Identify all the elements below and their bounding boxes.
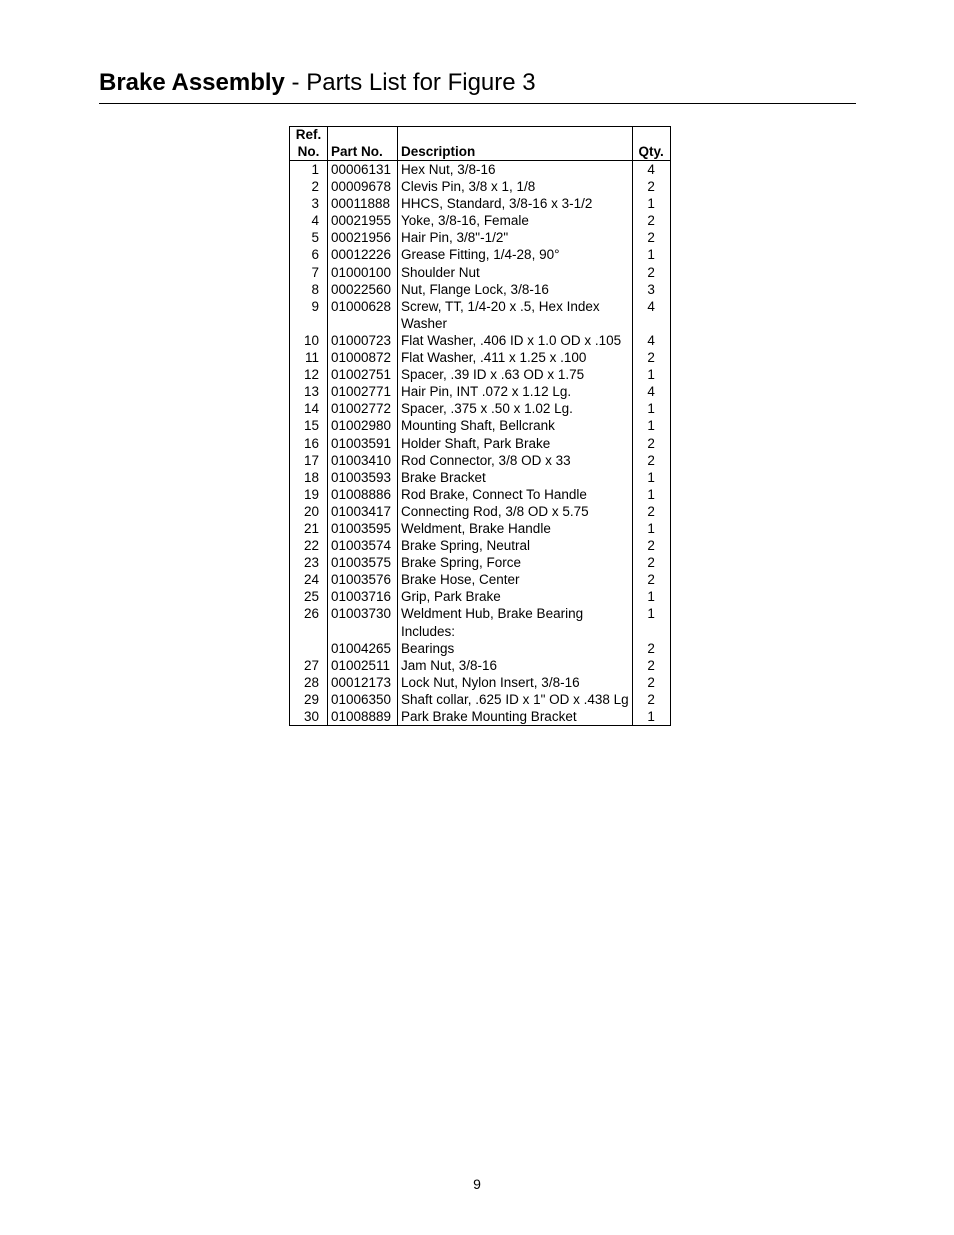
- cell-description-text: Hex Nut, 3/8-16: [401, 162, 496, 177]
- cell-description: [398, 605, 633, 639]
- cell-ref-no: [290, 503, 328, 520]
- table-row: [290, 229, 671, 246]
- cell-ref-no-text: 14: [303, 401, 319, 417]
- cell-description-text: Shaft collar, .625 ID x 1" OD x .438 Lg: [401, 691, 629, 707]
- page-header: [99, 66, 856, 104]
- cell-qty: [632, 674, 670, 691]
- cell-part-no-text: 00009678: [331, 179, 392, 195]
- cell-qty-text: 4: [647, 298, 655, 314]
- cell-part-no: [328, 503, 398, 520]
- cell-part-no-text: 01003591: [331, 435, 392, 451]
- cell-ref-no: [290, 178, 328, 195]
- column-header-ref-no: [290, 127, 328, 161]
- cell-part-no-text: 00022560: [331, 281, 392, 297]
- cell-part-no-text: 01003716: [331, 589, 392, 605]
- cell-description: [398, 366, 633, 383]
- cell-qty: [632, 212, 670, 229]
- cell-qty-text: 4: [647, 162, 655, 177]
- table-row: [290, 691, 671, 708]
- cell-part-no-text: 01000628: [331, 298, 392, 314]
- table-row: [290, 264, 671, 281]
- cell-ref-no-text: 2: [311, 179, 319, 195]
- cell-ref-no-text: 28: [303, 674, 319, 690]
- cell-ref-no: [290, 691, 328, 708]
- cell-qty: [632, 417, 670, 434]
- cell-ref-no-text: 15: [303, 418, 319, 434]
- cell-ref-no: [290, 537, 328, 554]
- cell-description: [398, 486, 633, 503]
- cell-qty: [632, 520, 670, 537]
- cell-description-text: Brake Bracket: [401, 469, 486, 485]
- table-row: [290, 674, 671, 691]
- cell-qty: [632, 571, 670, 588]
- cell-part-no: [328, 417, 398, 434]
- cell-ref-no-text: 1: [311, 162, 319, 177]
- cell-qty-text: 1: [647, 196, 655, 212]
- cell-description: [398, 264, 633, 281]
- cell-qty: [632, 657, 670, 674]
- table-row: [290, 349, 671, 366]
- cell-ref-no: [290, 161, 328, 179]
- cell-part-no-text: 01000723: [331, 332, 392, 348]
- cell-description-text: Brake Hose, Center: [401, 572, 520, 588]
- table-row: [290, 537, 671, 554]
- cell-part-no: [328, 520, 398, 537]
- cell-ref-no: [290, 383, 328, 400]
- cell-qty: [632, 366, 670, 383]
- cell-ref-no: [290, 195, 328, 212]
- cell-part-no: [328, 605, 398, 639]
- cell-description-text: Grip, Park Brake: [401, 589, 501, 605]
- cell-qty: [632, 588, 670, 605]
- cell-part-no: [328, 332, 398, 349]
- cell-ref-no: [290, 571, 328, 588]
- cell-ref-no: [290, 264, 328, 281]
- cell-ref-no-text: 11: [304, 350, 319, 366]
- cell-description: [398, 417, 633, 434]
- cell-part-no: [328, 178, 398, 195]
- cell-description: [398, 588, 633, 605]
- cell-qty-text: 2: [647, 538, 655, 554]
- cell-description: [398, 349, 633, 366]
- cell-description-text: Bearings: [401, 640, 455, 656]
- cell-qty: [632, 161, 670, 179]
- cell-qty: [632, 383, 670, 400]
- cell-description-text: Holder Shaft, Park Brake: [401, 435, 551, 451]
- cell-part-no: [328, 349, 398, 366]
- cell-ref-no-text: 12: [303, 367, 319, 383]
- cell-qty-text: 2: [647, 179, 655, 195]
- cell-part-no-text: 01006350: [331, 691, 392, 707]
- cell-qty: [632, 178, 670, 195]
- cell-part-no-text: 01002772: [331, 401, 392, 417]
- cell-description: [398, 520, 633, 537]
- column-header-part-no: Part No.: [328, 127, 398, 161]
- cell-part-no-text: 01000100: [331, 264, 392, 280]
- cell-ref-no-text: 29: [303, 691, 319, 707]
- cell-part-no: [328, 469, 398, 486]
- cell-part-no: [328, 229, 398, 246]
- cell-qty-text: 1: [647, 401, 655, 417]
- table-row: [290, 383, 671, 400]
- cell-ref-no-text: 24: [303, 572, 319, 588]
- cell-ref-no-text: 18: [303, 469, 319, 485]
- cell-description: [398, 195, 633, 212]
- cell-description-text: Flat Washer, .411 x 1.25 x .100: [401, 350, 587, 366]
- table-row: [290, 503, 671, 520]
- cell-part-no-text: 01008886: [331, 486, 392, 502]
- cell-part-no-text: 00012173: [331, 674, 392, 690]
- cell-qty: [632, 264, 670, 281]
- cell-ref-no: [290, 674, 328, 691]
- cell-ref-no: [290, 349, 328, 366]
- cell-part-no: [328, 400, 398, 417]
- cell-ref-no-text: 20: [303, 503, 319, 519]
- cell-part-no-text: 01002980: [331, 418, 392, 434]
- cell-ref-no-text: 26: [303, 606, 319, 622]
- cell-qty-text: 1: [647, 520, 655, 536]
- cell-qty-text: 2: [647, 213, 655, 229]
- parts-table-body: [290, 161, 671, 726]
- cell-ref-no: [290, 605, 328, 639]
- cell-ref-no-text: 25: [303, 589, 319, 605]
- cell-qty-text: 2: [647, 674, 655, 690]
- cell-ref-no: [290, 554, 328, 571]
- cell-description-text: Screw, TT, 1/4-20 x .5, Hex Index: [401, 298, 600, 314]
- cell-qty: [632, 281, 670, 298]
- column-header-ref-line1: Ref.: [295, 127, 322, 142]
- cell-part-no-text: 01003595: [331, 520, 392, 536]
- table-row: [290, 366, 671, 383]
- cell-description-text: Grease Fitting, 1/4-28, 90°: [401, 247, 560, 263]
- cell-qty: [632, 229, 670, 246]
- cell-qty: [632, 349, 670, 366]
- cell-ref-no: [290, 708, 328, 726]
- cell-description-text: Brake Spring, Neutral: [401, 538, 531, 554]
- cell-qty-text: 2: [647, 503, 655, 519]
- table-row: [290, 212, 671, 229]
- table-row: [290, 605, 671, 639]
- cell-part-no: [328, 691, 398, 708]
- cell-ref-no-text: 19: [303, 486, 319, 502]
- cell-ref-no: [290, 588, 328, 605]
- cell-part-no: [328, 195, 398, 212]
- cell-qty-text: 1: [647, 418, 655, 434]
- cell-part-no: [328, 383, 398, 400]
- cell-ref-no-text: 7: [311, 264, 319, 280]
- cell-qty-text: 2: [647, 350, 655, 366]
- cell-description-text: Hair Pin, 3/8"-1/2": [401, 230, 509, 246]
- cell-description-text: Weldment Hub, Brake Bearing: [401, 606, 584, 622]
- cell-ref-no: [290, 435, 328, 452]
- cell-part-no-text: 00011888: [331, 196, 391, 212]
- cell-description-text: Hair Pin, INT .072 x 1.12 Lg.: [401, 384, 572, 400]
- cell-description: [398, 332, 633, 349]
- cell-description-text: Rod Brake, Connect To Handle: [401, 486, 587, 502]
- table-row: [290, 571, 671, 588]
- cell-ref-no-text: 3: [311, 196, 319, 212]
- cell-ref-no: [290, 486, 328, 503]
- table-row: [290, 486, 671, 503]
- cell-part-no: [328, 366, 398, 383]
- cell-part-no-text: 00021956: [331, 230, 392, 246]
- cell-part-no-text: 01003410: [331, 452, 392, 468]
- cell-description: [398, 469, 633, 486]
- cell-qty: [632, 195, 670, 212]
- cell-description-text: Spacer, .375 x .50 x 1.02 Lg.: [401, 401, 573, 417]
- cell-qty: [632, 554, 670, 571]
- cell-ref-no-text: 16: [303, 435, 319, 451]
- cell-description: [398, 212, 633, 229]
- cell-qty-text: 2: [647, 435, 655, 451]
- cell-description-text: Jam Nut, 3/8-16: [401, 657, 498, 673]
- cell-description: [398, 554, 633, 571]
- cell-qty-text: 2: [647, 640, 655, 656]
- cell-description: [398, 537, 633, 554]
- cell-part-no-text: 00021955: [331, 213, 392, 229]
- cell-description: [398, 435, 633, 452]
- table-row: [290, 417, 671, 434]
- cell-part-no-text: 01004265: [331, 640, 392, 656]
- cell-qty-text: 2: [647, 657, 655, 673]
- cell-ref-no: [290, 281, 328, 298]
- cell-ref-no: [290, 452, 328, 469]
- cell-part-no: [328, 281, 398, 298]
- cell-description: [398, 298, 633, 332]
- cell-description-text: Nut, Flange Lock, 3/8-16: [401, 281, 549, 297]
- cell-description: [398, 691, 633, 708]
- cell-description-continuation: Includes:: [401, 623, 456, 639]
- cell-part-no: [328, 640, 398, 657]
- cell-description: [398, 281, 633, 298]
- cell-description: [398, 674, 633, 691]
- cell-ref-no-text: 8: [311, 281, 319, 297]
- cell-qty: [632, 640, 670, 657]
- cell-description: [398, 383, 633, 400]
- cell-qty-text: 1: [647, 606, 655, 622]
- table-row: [290, 640, 671, 657]
- cell-part-no-text: 01002751: [331, 367, 392, 383]
- cell-ref-no-text: 9: [311, 298, 319, 314]
- cell-part-no: [328, 571, 398, 588]
- cell-qty-text: 2: [647, 555, 655, 571]
- table-row: [290, 195, 671, 212]
- cell-qty: [632, 503, 670, 520]
- cell-description-text: HHCS, Standard, 3/8-16 x 3-1/2: [401, 196, 593, 212]
- cell-part-no: [328, 674, 398, 691]
- cell-qty-text: 2: [647, 264, 655, 280]
- cell-description-text: Mounting Shaft, Bellcrank: [401, 418, 555, 434]
- cell-ref-no: [290, 298, 328, 332]
- cell-ref-no: [290, 400, 328, 417]
- cell-description: [398, 178, 633, 195]
- cell-part-no-text: 01003576: [331, 572, 392, 588]
- cell-description-text: Yoke, 3/8-16, Female: [401, 213, 529, 229]
- column-header-qty: Qty.: [632, 127, 670, 161]
- cell-qty-text: 4: [647, 332, 655, 348]
- table-row: [290, 246, 671, 263]
- cell-part-no: [328, 298, 398, 332]
- column-header-description: Description: [398, 127, 633, 161]
- cell-part-no: [328, 554, 398, 571]
- cell-description-text: Connecting Rod, 3/8 OD x 5.75: [401, 503, 589, 519]
- cell-description-text: Brake Spring, Force: [401, 555, 522, 571]
- cell-part-no-text: 01008889: [331, 709, 392, 724]
- cell-qty-text: 1: [647, 247, 655, 263]
- cell-qty-text: 1: [647, 709, 655, 724]
- cell-part-no: [328, 486, 398, 503]
- table-row: [290, 298, 671, 332]
- table-row: [290, 657, 671, 674]
- cell-qty: [632, 452, 670, 469]
- cell-part-no-text: 01003574: [331, 538, 392, 554]
- cell-description-text: Lock Nut, Nylon Insert, 3/8-16: [401, 674, 580, 690]
- cell-description: [398, 640, 633, 657]
- cell-description: [398, 400, 633, 417]
- cell-ref-no-text: 21: [303, 520, 319, 536]
- cell-qty-text: 4: [647, 384, 655, 400]
- cell-description: [398, 657, 633, 674]
- cell-part-no-text: 01003575: [331, 555, 392, 571]
- cell-description: [398, 503, 633, 520]
- cell-description: [398, 161, 633, 179]
- table-row: [290, 554, 671, 571]
- cell-part-no: [328, 708, 398, 726]
- cell-description: [398, 571, 633, 588]
- cell-description-text: Rod Connector, 3/8 OD x 33: [401, 452, 571, 468]
- cell-qty-text: 2: [647, 691, 655, 707]
- cell-part-no: [328, 264, 398, 281]
- column-header-ref-line2: No.: [297, 143, 320, 159]
- cell-qty-text: 1: [647, 589, 655, 605]
- cell-qty-text: 2: [647, 572, 655, 588]
- cell-description: [398, 452, 633, 469]
- cell-ref-no-text: 22: [303, 538, 319, 554]
- cell-ref-no-text: 6: [311, 247, 319, 263]
- table-row: [290, 435, 671, 452]
- cell-qty: [632, 708, 670, 726]
- cell-ref-no: [290, 469, 328, 486]
- cell-description-text: Park Brake Mounting Bracket: [401, 709, 577, 724]
- cell-qty-text: 2: [647, 452, 655, 468]
- cell-description-continuation: Washer: [401, 315, 448, 331]
- cell-part-no-text: 00012226: [331, 247, 392, 263]
- cell-part-no-text: 01003593: [331, 469, 392, 485]
- cell-qty: [632, 332, 670, 349]
- cell-qty-text: 1: [647, 367, 655, 383]
- page-title: [99, 66, 856, 100]
- cell-qty: [632, 486, 670, 503]
- cell-part-no-text: 01000872: [331, 350, 392, 366]
- table-row: [290, 469, 671, 486]
- cell-qty: [632, 400, 670, 417]
- cell-qty: [632, 246, 670, 263]
- cell-description-text: Shoulder Nut: [401, 264, 480, 280]
- table-row: [290, 178, 671, 195]
- cell-ref-no: [290, 246, 328, 263]
- cell-ref-no-text: 10: [303, 332, 319, 348]
- parts-list-table: [289, 126, 671, 726]
- cell-qty: [632, 435, 670, 452]
- cell-ref-no-text: 27: [303, 657, 319, 673]
- cell-qty-text: 1: [647, 469, 655, 485]
- cell-ref-no: [290, 417, 328, 434]
- table-row: [290, 520, 671, 537]
- cell-part-no: [328, 588, 398, 605]
- cell-part-no-text: 00006131: [331, 162, 392, 177]
- cell-part-no: [328, 161, 398, 179]
- cell-part-no-text: 01003417: [331, 503, 392, 519]
- cell-qty: [632, 691, 670, 708]
- cell-qty: [632, 537, 670, 554]
- table-row: [290, 161, 671, 179]
- cell-qty-text: 2: [647, 230, 655, 246]
- cell-qty: [632, 469, 670, 486]
- cell-ref-no-text: 23: [303, 555, 319, 571]
- cell-description: [398, 708, 633, 726]
- cell-ref-no-text: 4: [311, 213, 319, 229]
- cell-part-no-text: 01003730: [331, 606, 392, 622]
- cell-ref-no: [290, 212, 328, 229]
- table-row: [290, 332, 671, 349]
- cell-part-no: [328, 537, 398, 554]
- cell-qty: [632, 605, 670, 639]
- cell-ref-no-text: 17: [303, 452, 319, 468]
- cell-part-no: [328, 246, 398, 263]
- cell-part-no: [328, 657, 398, 674]
- cell-description-text: Weldment, Brake Handle: [401, 520, 551, 536]
- cell-ref-no: [290, 520, 328, 537]
- table-row: [290, 281, 671, 298]
- cell-qty-text: 3: [647, 281, 655, 297]
- cell-ref-no: [290, 366, 328, 383]
- table-row: [290, 588, 671, 605]
- cell-part-no: [328, 212, 398, 229]
- cell-description-text: Spacer, .39 ID x .63 OD x 1.75: [401, 367, 585, 383]
- cell-part-no: [328, 435, 398, 452]
- cell-description: [398, 246, 633, 263]
- page-number: 9: [473, 1176, 481, 1192]
- cell-description: [398, 229, 633, 246]
- table-row: [290, 400, 671, 417]
- cell-qty-text: 1: [647, 486, 655, 502]
- cell-description-text: Clevis Pin, 3/8 x 1, 1/8: [401, 179, 536, 195]
- cell-ref-no: [290, 229, 328, 246]
- table-row: [290, 708, 671, 726]
- table-header-row: [290, 127, 671, 161]
- table-row: [290, 452, 671, 469]
- cell-ref-no: [290, 640, 328, 657]
- page-title-rest: - Parts List for Figure 3: [284, 69, 536, 96]
- cell-ref-no: [290, 332, 328, 349]
- cell-part-no-text: 01002771: [331, 384, 392, 400]
- cell-ref-no-text: 13: [303, 384, 319, 400]
- page-title-bold: Brake Assembly: [99, 69, 285, 96]
- cell-ref-no: [290, 657, 328, 674]
- cell-part-no-text: 01002511: [331, 657, 391, 673]
- cell-ref-no-text: 30: [303, 709, 319, 724]
- cell-ref-no-text: 5: [311, 230, 319, 246]
- cell-part-no: [328, 452, 398, 469]
- cell-qty: [632, 298, 670, 332]
- cell-description-text: Flat Washer, .406 ID x 1.0 OD x .105: [401, 332, 622, 348]
